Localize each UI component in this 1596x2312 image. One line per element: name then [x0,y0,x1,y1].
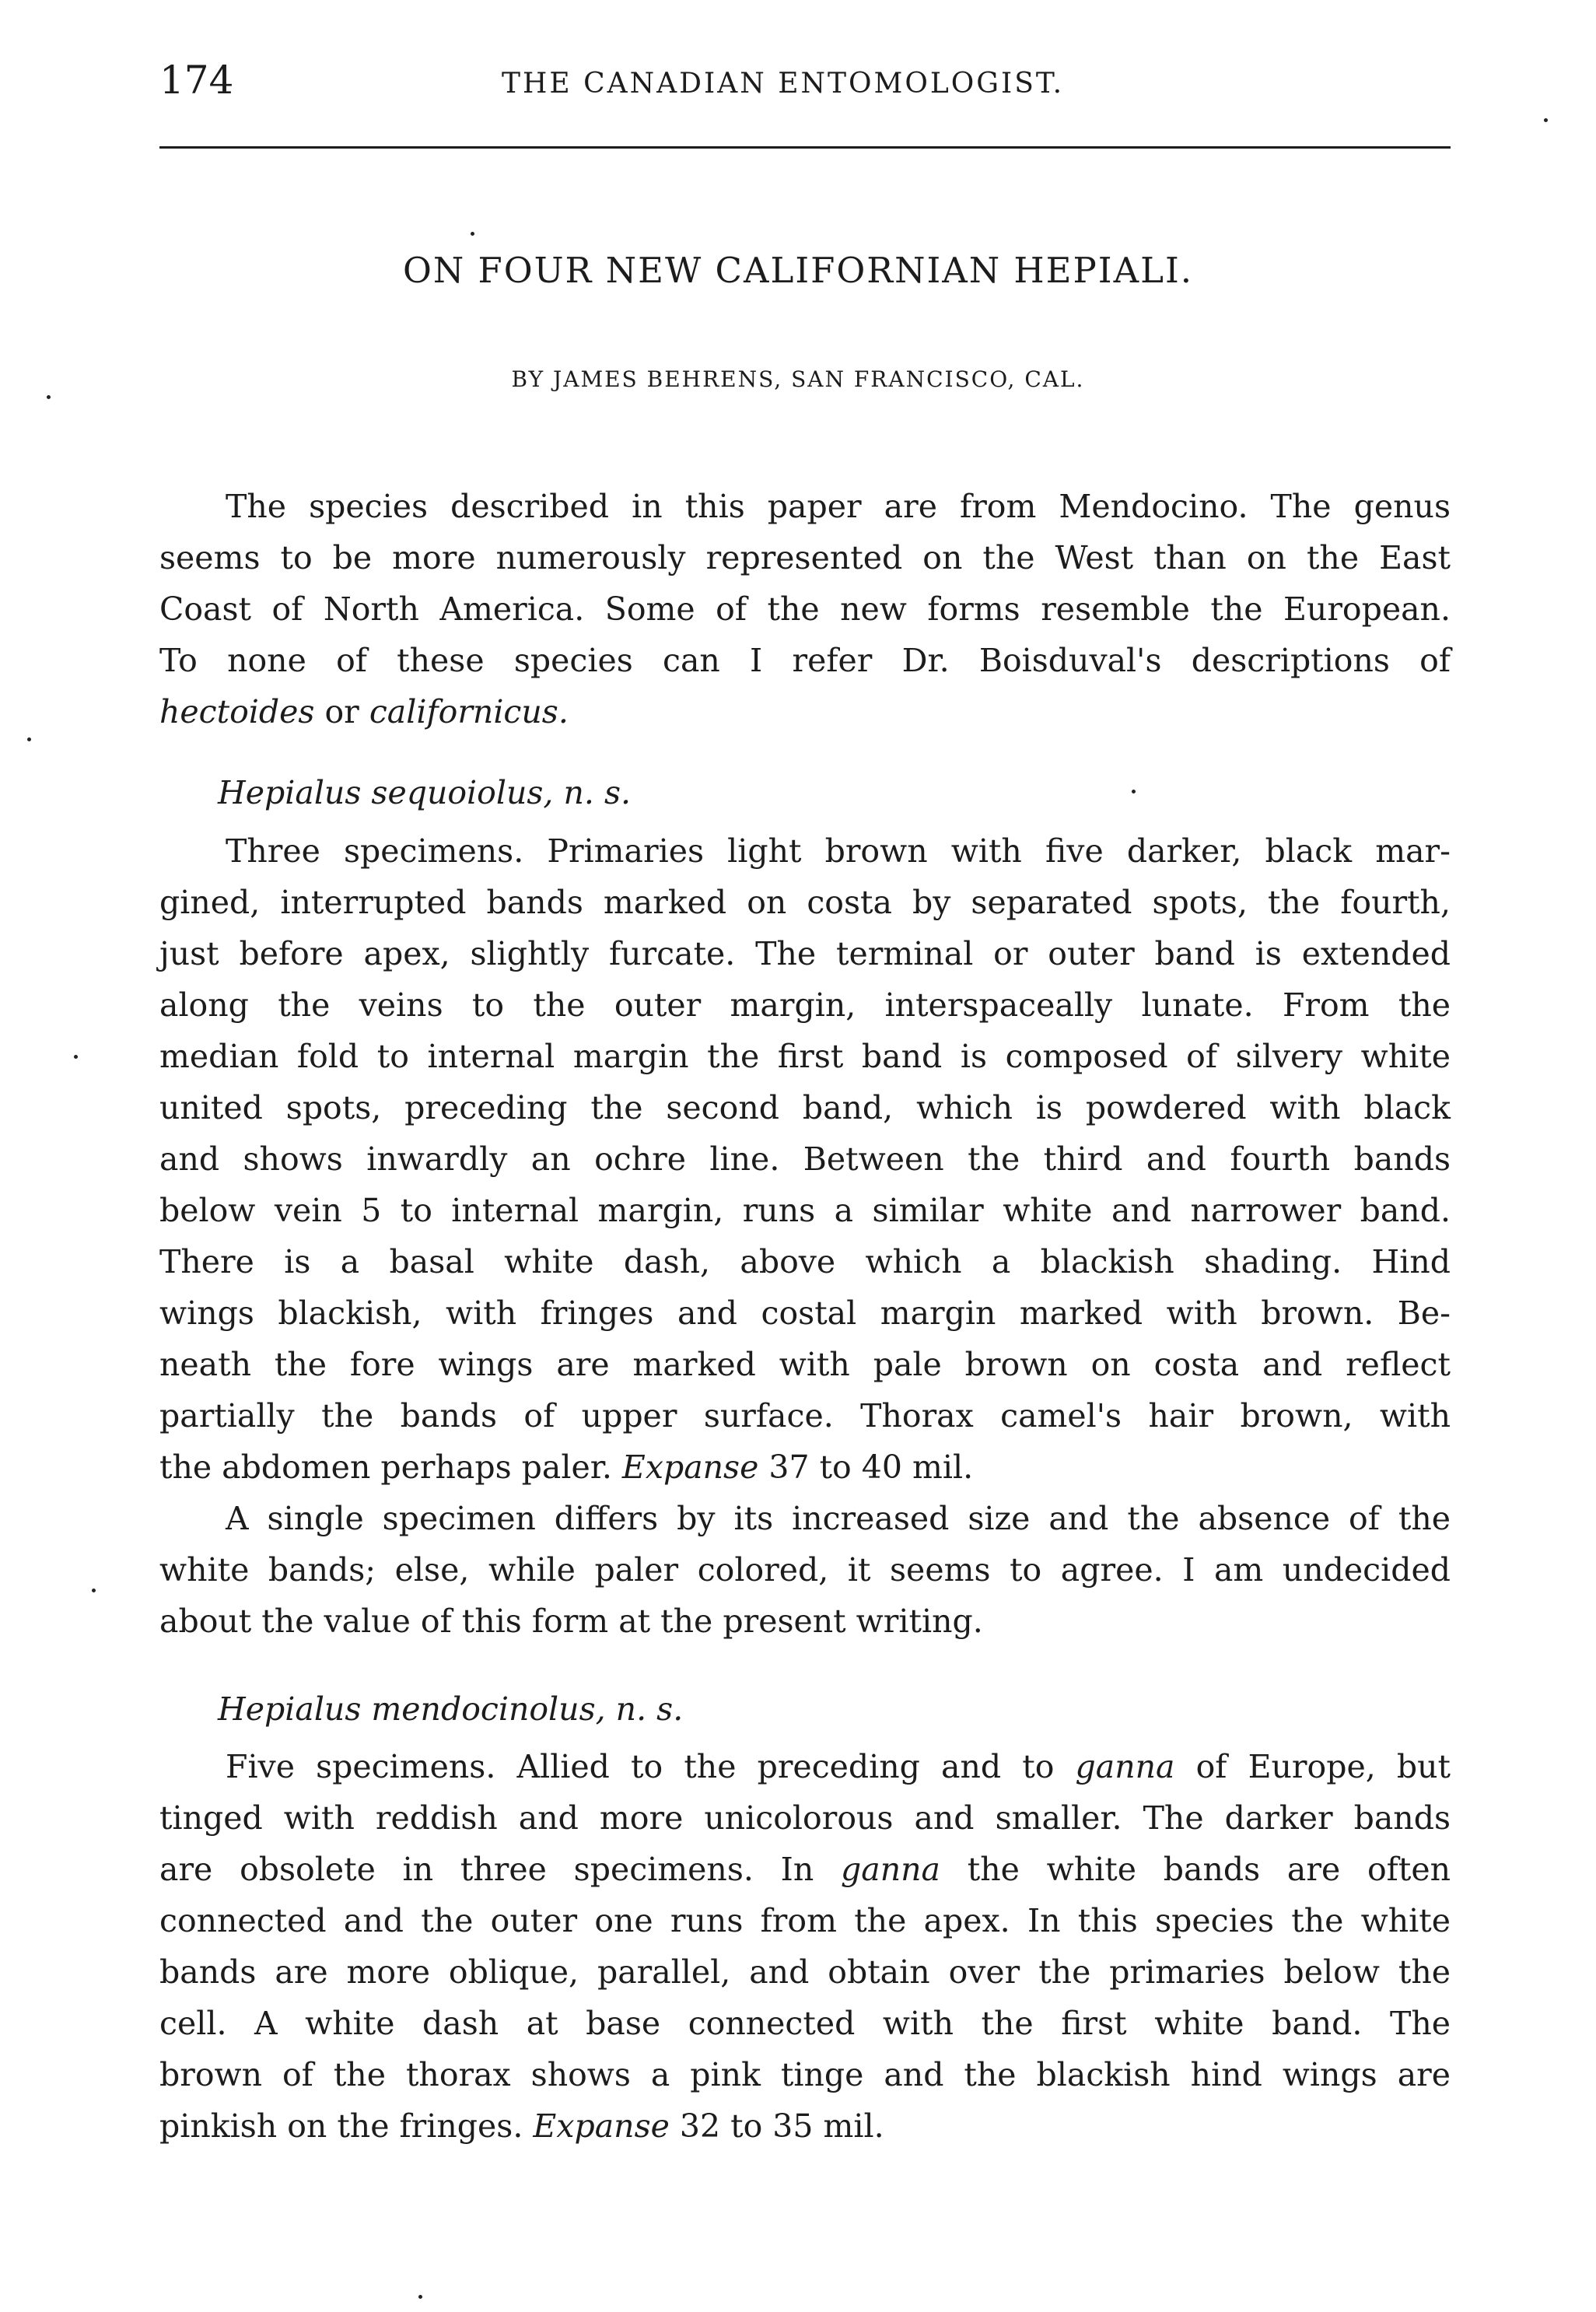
species-heading: Hepialus sequoiolus, n. s. [218,774,632,811]
text-line: below vein 5 to internal margin, runs a similar white and narrower band. [159,1192,1451,1229]
text-line: median fold to internal margin the first band is composed of silvery white [159,1038,1451,1075]
expanse-label: Expanse [621,1449,759,1486]
text-line: Three specimens. Primaries light brown with five darker, black mar- [226,832,1451,870]
species1-section [159,767,1451,818]
text-fragment: 37 to 40 mil. [758,1449,974,1486]
print-speck [92,1589,96,1592]
text-line: just before apex, slightly furcate. The terminal or outer band is extended [159,935,1451,972]
text-line: gined, interrupted bands marked on costa by separated spots, the fourth, [159,884,1451,921]
text-fragment: of Europe, but [1174,1748,1451,1785]
species-name-ganna: ganna [1075,1748,1175,1785]
text-line: bands are more oblique, parallel, and obtain over the primaries below the [159,1953,1451,1991]
print-speck [1132,790,1136,793]
text-line: and shows inwardly an ochre line. Between the third and fourth bands [159,1140,1451,1178]
text-fragment: the white bands are often [940,1851,1451,1888]
text-line [159,686,1451,737]
intro-paragraph [159,481,1451,737]
text-line: seems to be more numerously represented on the West than on the East [159,539,1451,576]
text-line: tinged with reddish and more unicolorous and smaller. The darker bands [159,1799,1451,1837]
print-speck [74,1055,78,1059]
print-speck [1544,118,1548,122]
text-line: Coast of North America. Some of the new forms resemble the European. [159,590,1451,628]
text-line [159,2100,1451,2152]
print-speck [418,2295,422,2299]
running-head: THE CANADIAN ENTOMOLOGIST. [502,68,1065,100]
text-line: neath the fore wings are marked with pale brown on costa and reflect [159,1346,1451,1383]
text-line [159,1844,1451,1895]
text-line: cell. A white dash at base connected with the first white band. The [159,2005,1451,2042]
text-fragment: 32 to 35 mil. [669,2107,884,2145]
text-line: along the veins to the outer margin, interspaceally lunate. From the [159,986,1451,1024]
species-name-ganna: ganna [841,1851,940,1888]
species-name-hectoides: hectoides [159,693,315,730]
text-line: brown of the thorax shows a pink tinge and the blackish hind wings are [159,2056,1451,2093]
species2-section [159,1683,1451,1735]
text-line: There is a basal white dash, above which a blackish shading. Hind [159,1243,1451,1280]
article-title: ON FOUR NEW CALIFORNIAN HEPIALI. [402,250,1194,291]
expanse-label: Expanse [533,2107,670,2145]
text-line: A single specimen differs by its increased size and the absence of the [226,1500,1451,1537]
text-line: To none of these species can I refer Dr. Boisduval's descriptions of [159,642,1451,679]
text-line [159,1741,1451,1792]
text-fragment: pinkish on the fringes. [159,2107,534,2145]
text-line: wings blackish, with fringes and costal margin marked with brown. Be- [159,1294,1451,1332]
text-fragment: the abdomen perhaps paler. [159,1449,622,1486]
page-header [159,53,1451,107]
species-heading: Hepialus mendocinolus, n. s. [218,1690,684,1728]
page-number: 174 [159,58,234,103]
text-line: The species described in this paper are from Mendocino. The genus [226,488,1451,525]
text-fragment: Five specimens. Allied to the preceding and to [226,1748,1076,1785]
article-byline: BY JAMES BEHRENS, SAN FRANCISCO, CAL. [511,366,1085,392]
print-speck [27,737,31,741]
text-line: white bands; else, while paler colored, it seems to agree. I am undecided [159,1551,1451,1589]
species1-description [159,825,1451,1647]
text-fragment: are obsolete in three specimens. In [159,1851,842,1888]
text-line: connected and the outer one runs from the apex. In this species the white [159,1902,1451,1939]
species2-description [159,1741,1451,2152]
header-rule [159,146,1451,149]
text-line: partially the bands of upper surface. Thorax camel's hair brown, with [159,1397,1451,1434]
text-line: united spots, preceding the second band, which is powdered with black [159,1089,1451,1126]
text-line: about the value of this form at the present writing. [159,1603,983,1640]
species-name-californicus: californicus. [369,693,569,730]
print-speck [47,395,51,399]
text-line [159,1441,1451,1493]
text-fragment: or [314,693,369,730]
print-speck [471,232,474,236]
